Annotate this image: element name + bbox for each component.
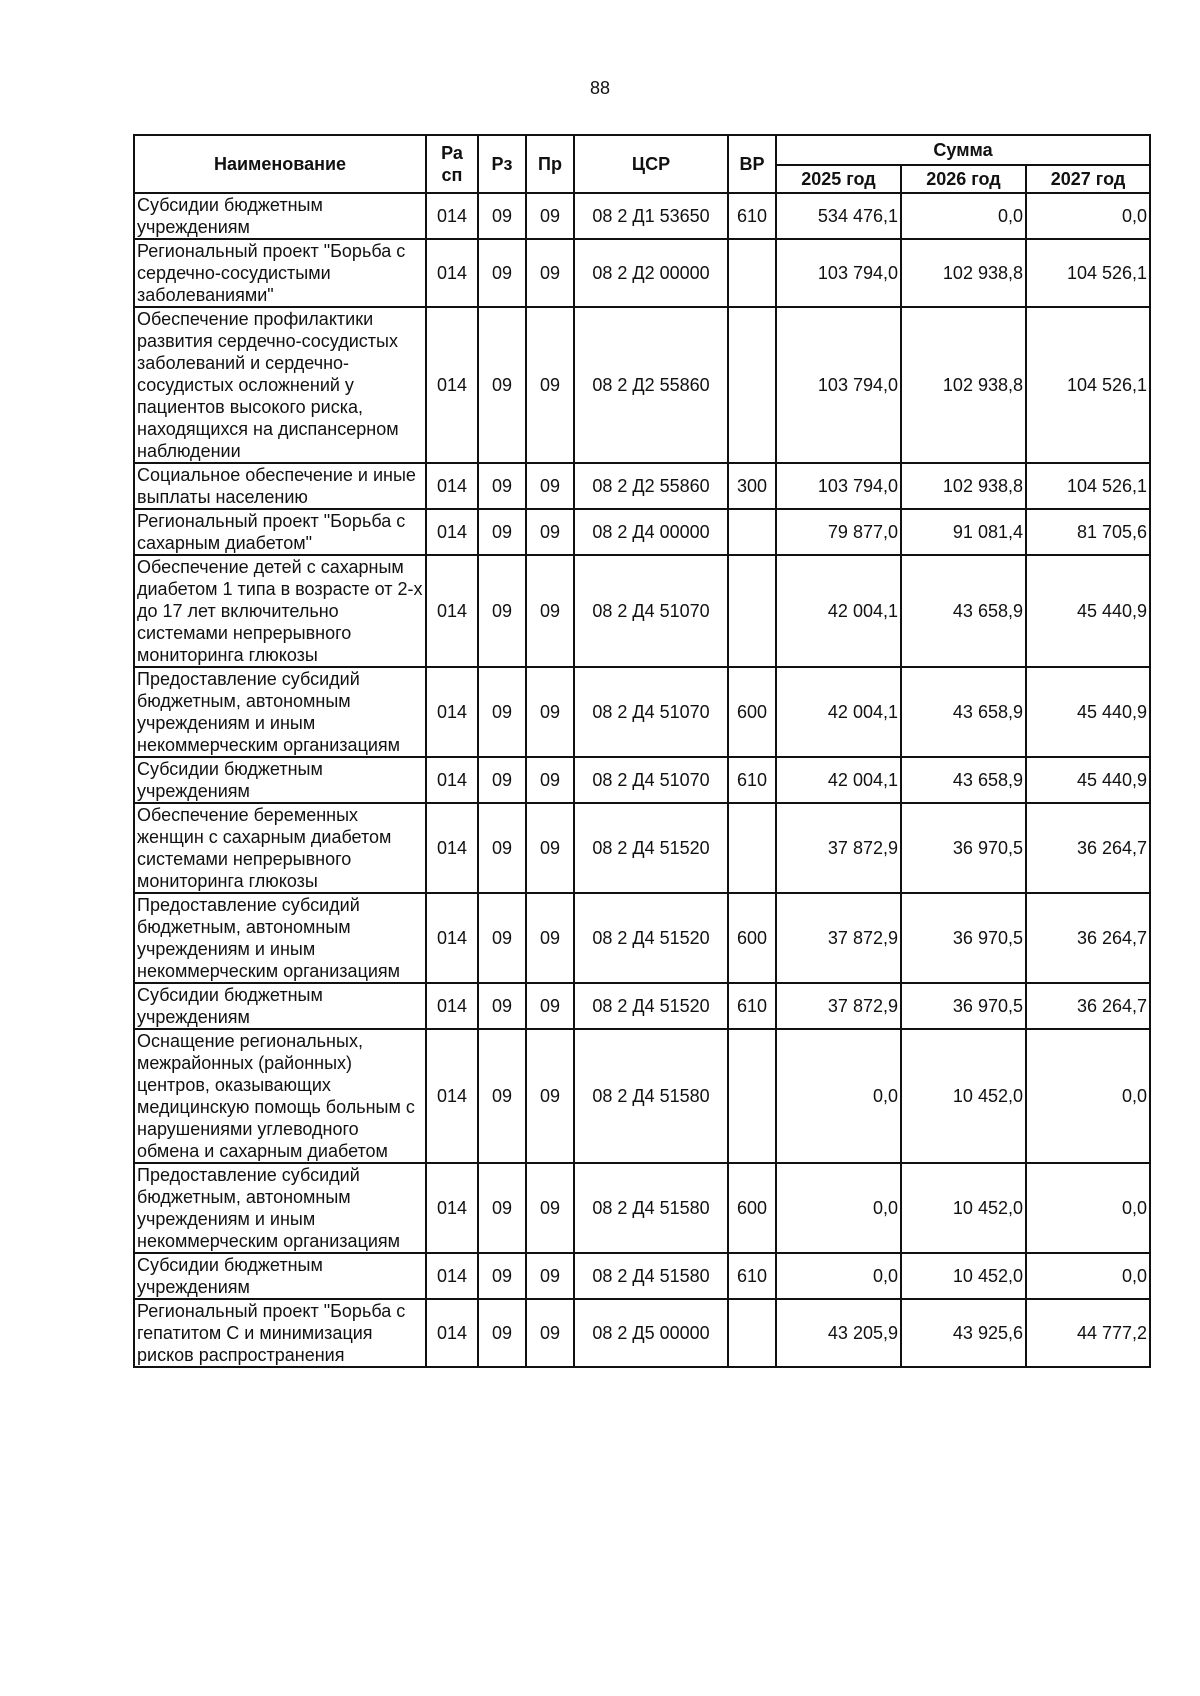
cell-y2027: 0,0	[1026, 193, 1150, 239]
cell-rz: 09	[478, 983, 526, 1029]
cell-pr: 09	[526, 509, 574, 555]
header-2025: 2025 год	[776, 165, 901, 193]
cell-rasp: 014	[426, 555, 478, 667]
table-row	[134, 1163, 1150, 1253]
table-row	[134, 193, 1150, 239]
cell-rz: 09	[478, 1253, 526, 1299]
cell-csr: 08 2 Д4 51580	[574, 1029, 728, 1163]
cell-y2026: 36 970,5	[901, 893, 1026, 983]
cell-vr: 600	[728, 667, 776, 757]
cell-rz: 09	[478, 509, 526, 555]
cell-rz: 09	[478, 555, 526, 667]
cell-y2026: 10 452,0	[901, 1253, 1026, 1299]
cell-vr: 610	[728, 757, 776, 803]
header-rz: Рз	[478, 135, 526, 193]
cell-y2027: 0,0	[1026, 1029, 1150, 1163]
cell-name: Предоставление субсидий бюджетным, автономным учреждениям и иным некоммерческим организациям	[134, 893, 426, 983]
header-vr: ВР	[728, 135, 776, 193]
table-row	[134, 893, 1150, 983]
cell-y2027: 104 526,1	[1026, 463, 1150, 509]
cell-vr	[728, 307, 776, 463]
table-body	[134, 193, 1150, 1367]
table-row	[134, 555, 1150, 667]
cell-rz: 09	[478, 1299, 526, 1367]
cell-y2025: 103 794,0	[776, 307, 901, 463]
cell-rz: 09	[478, 1029, 526, 1163]
cell-y2027: 36 264,7	[1026, 893, 1150, 983]
cell-name: Оснащение региональных, межрайонных (районных) центров, оказывающих медицинскую помощь больным с нарушениями углеводного обмена и сахарным диабетом	[134, 1029, 426, 1163]
cell-csr: 08 2 Д2 00000	[574, 239, 728, 307]
cell-pr: 09	[526, 1299, 574, 1367]
header-csr: ЦСР	[574, 135, 728, 193]
cell-vr	[728, 803, 776, 893]
cell-name: Региональный проект "Борьба с гепатитом С и минимизация рисков распространения	[134, 1299, 426, 1367]
cell-rasp: 014	[426, 803, 478, 893]
cell-rasp: 014	[426, 1163, 478, 1253]
cell-rz: 09	[478, 803, 526, 893]
cell-y2027: 0,0	[1026, 1163, 1150, 1253]
table-row	[134, 307, 1150, 463]
cell-rasp: 014	[426, 193, 478, 239]
table-row	[134, 803, 1150, 893]
cell-pr: 09	[526, 1253, 574, 1299]
cell-y2025: 0,0	[776, 1029, 901, 1163]
cell-pr: 09	[526, 239, 574, 307]
cell-rz: 09	[478, 239, 526, 307]
cell-csr: 08 2 Д4 51580	[574, 1163, 728, 1253]
cell-name: Субсидии бюджетным учреждениям	[134, 193, 426, 239]
cell-rasp: 014	[426, 983, 478, 1029]
header-pr: Пр	[526, 135, 574, 193]
cell-csr: 08 2 Д4 00000	[574, 509, 728, 555]
table-row	[134, 757, 1150, 803]
cell-y2025: 37 872,9	[776, 893, 901, 983]
cell-csr: 08 2 Д4 51580	[574, 1253, 728, 1299]
table-row	[134, 983, 1150, 1029]
cell-y2026: 102 938,8	[901, 307, 1026, 463]
cell-y2026: 10 452,0	[901, 1029, 1026, 1163]
cell-rz: 09	[478, 193, 526, 239]
table-row	[134, 239, 1150, 307]
table-row	[134, 1029, 1150, 1163]
cell-y2025: 103 794,0	[776, 463, 901, 509]
cell-name: Обеспечение профилактики развития сердечно-сосудистых заболеваний и сердечно-сосудистых осложнений у пациентов высокого риска, находящихся на диспансерном наблюдении	[134, 307, 426, 463]
cell-vr	[728, 1299, 776, 1367]
cell-rasp: 014	[426, 463, 478, 509]
cell-rz: 09	[478, 757, 526, 803]
cell-name: Предоставление субсидий бюджетным, автономным учреждениям и иным некоммерческим организациям	[134, 1163, 426, 1253]
cell-name: Социальное обеспечение и иные выплаты населению	[134, 463, 426, 509]
cell-name: Субсидии бюджетным учреждениям	[134, 983, 426, 1029]
cell-rz: 09	[478, 1163, 526, 1253]
cell-y2027: 44 777,2	[1026, 1299, 1150, 1367]
cell-vr	[728, 555, 776, 667]
cell-y2025: 37 872,9	[776, 803, 901, 893]
cell-csr: 08 2 Д4 51520	[574, 893, 728, 983]
cell-rz: 09	[478, 307, 526, 463]
cell-name: Субсидии бюджетным учреждениям	[134, 1253, 426, 1299]
header-2026: 2026 год	[901, 165, 1026, 193]
cell-rasp: 014	[426, 239, 478, 307]
table-row	[134, 667, 1150, 757]
cell-y2025: 42 004,1	[776, 667, 901, 757]
budget-table	[133, 134, 1151, 1368]
cell-y2025: 0,0	[776, 1163, 901, 1253]
cell-name: Обеспечение детей с сахарным диабетом 1 типа в возрасте от 2-х до 17 лет включительно системами непрерывного мониторинга глюкозы	[134, 555, 426, 667]
cell-pr: 09	[526, 803, 574, 893]
cell-csr: 08 2 Д2 55860	[574, 463, 728, 509]
header-2027: 2027 год	[1026, 165, 1150, 193]
cell-vr: 300	[728, 463, 776, 509]
cell-csr: 08 2 Д4 51520	[574, 803, 728, 893]
cell-y2027: 45 440,9	[1026, 555, 1150, 667]
cell-csr: 08 2 Д4 51520	[574, 983, 728, 1029]
cell-vr	[728, 239, 776, 307]
cell-y2026: 43 658,9	[901, 757, 1026, 803]
cell-y2025: 103 794,0	[776, 239, 901, 307]
cell-csr: 08 2 Д5 00000	[574, 1299, 728, 1367]
cell-rz: 09	[478, 893, 526, 983]
cell-rasp: 014	[426, 509, 478, 555]
cell-pr: 09	[526, 1029, 574, 1163]
cell-vr	[728, 1029, 776, 1163]
cell-name: Региональный проект "Борьба с сахарным диабетом"	[134, 509, 426, 555]
cell-y2027: 104 526,1	[1026, 239, 1150, 307]
header-name: Наименование	[134, 135, 426, 193]
cell-pr: 09	[526, 757, 574, 803]
cell-csr: 08 2 Д4 51070	[574, 555, 728, 667]
cell-pr: 09	[526, 667, 574, 757]
cell-rz: 09	[478, 463, 526, 509]
page-number: 88	[589, 78, 611, 98]
cell-pr: 09	[526, 555, 574, 667]
cell-y2025: 43 205,9	[776, 1299, 901, 1367]
header-sum: Сумма	[776, 135, 1150, 165]
cell-rz: 09	[478, 667, 526, 757]
cell-pr: 09	[526, 193, 574, 239]
cell-y2025: 42 004,1	[776, 555, 901, 667]
cell-y2026: 43 925,6	[901, 1299, 1026, 1367]
cell-pr: 09	[526, 463, 574, 509]
cell-vr: 600	[728, 893, 776, 983]
cell-vr: 610	[728, 193, 776, 239]
cell-name: Обеспечение беременных женщин с сахарным диабетом системами непрерывного мониторинга глюкозы	[134, 803, 426, 893]
cell-y2027: 0,0	[1026, 1253, 1150, 1299]
cell-csr: 08 2 Д2 55860	[574, 307, 728, 463]
cell-y2025: 534 476,1	[776, 193, 901, 239]
cell-y2027: 104 526,1	[1026, 307, 1150, 463]
cell-name: Предоставление субсидий бюджетным, автономным учреждениям и иным некоммерческим организациям	[134, 667, 426, 757]
cell-y2026: 36 970,5	[901, 983, 1026, 1029]
cell-y2027: 45 440,9	[1026, 667, 1150, 757]
cell-vr: 610	[728, 983, 776, 1029]
cell-rasp: 014	[426, 1299, 478, 1367]
cell-rasp: 014	[426, 1029, 478, 1163]
cell-y2026: 102 938,8	[901, 463, 1026, 509]
cell-rasp: 014	[426, 757, 478, 803]
cell-rasp: 014	[426, 667, 478, 757]
cell-y2027: 36 264,7	[1026, 983, 1150, 1029]
cell-y2025: 0,0	[776, 1253, 901, 1299]
cell-y2027: 81 705,6	[1026, 509, 1150, 555]
cell-y2025: 42 004,1	[776, 757, 901, 803]
cell-y2026: 36 970,5	[901, 803, 1026, 893]
cell-y2026: 43 658,9	[901, 555, 1026, 667]
cell-y2027: 45 440,9	[1026, 757, 1150, 803]
cell-rasp: 014	[426, 307, 478, 463]
cell-y2026: 102 938,8	[901, 239, 1026, 307]
cell-pr: 09	[526, 307, 574, 463]
cell-vr	[728, 509, 776, 555]
cell-rasp: 014	[426, 893, 478, 983]
table-row	[134, 463, 1150, 509]
cell-csr: 08 2 Д4 51070	[574, 667, 728, 757]
cell-y2025: 79 877,0	[776, 509, 901, 555]
cell-vr: 600	[728, 1163, 776, 1253]
cell-y2026: 0,0	[901, 193, 1026, 239]
cell-y2026: 10 452,0	[901, 1163, 1026, 1253]
cell-y2026: 91 081,4	[901, 509, 1026, 555]
cell-pr: 09	[526, 983, 574, 1029]
cell-vr: 610	[728, 1253, 776, 1299]
cell-name: Региональный проект "Борьба с сердечно-сосудистыми заболеваниями"	[134, 239, 426, 307]
cell-name: Субсидии бюджетным учреждениям	[134, 757, 426, 803]
cell-csr: 08 2 Д4 51070	[574, 757, 728, 803]
cell-csr: 08 2 Д1 53650	[574, 193, 728, 239]
table-row	[134, 509, 1150, 555]
cell-y2025: 37 872,9	[776, 983, 901, 1029]
cell-pr: 09	[526, 893, 574, 983]
cell-rasp: 014	[426, 1253, 478, 1299]
table-row	[134, 1253, 1150, 1299]
table-row	[134, 1299, 1150, 1367]
header-rasp: Ра сп	[426, 135, 478, 193]
cell-y2026: 43 658,9	[901, 667, 1026, 757]
cell-y2027: 36 264,7	[1026, 803, 1150, 893]
cell-pr: 09	[526, 1163, 574, 1253]
